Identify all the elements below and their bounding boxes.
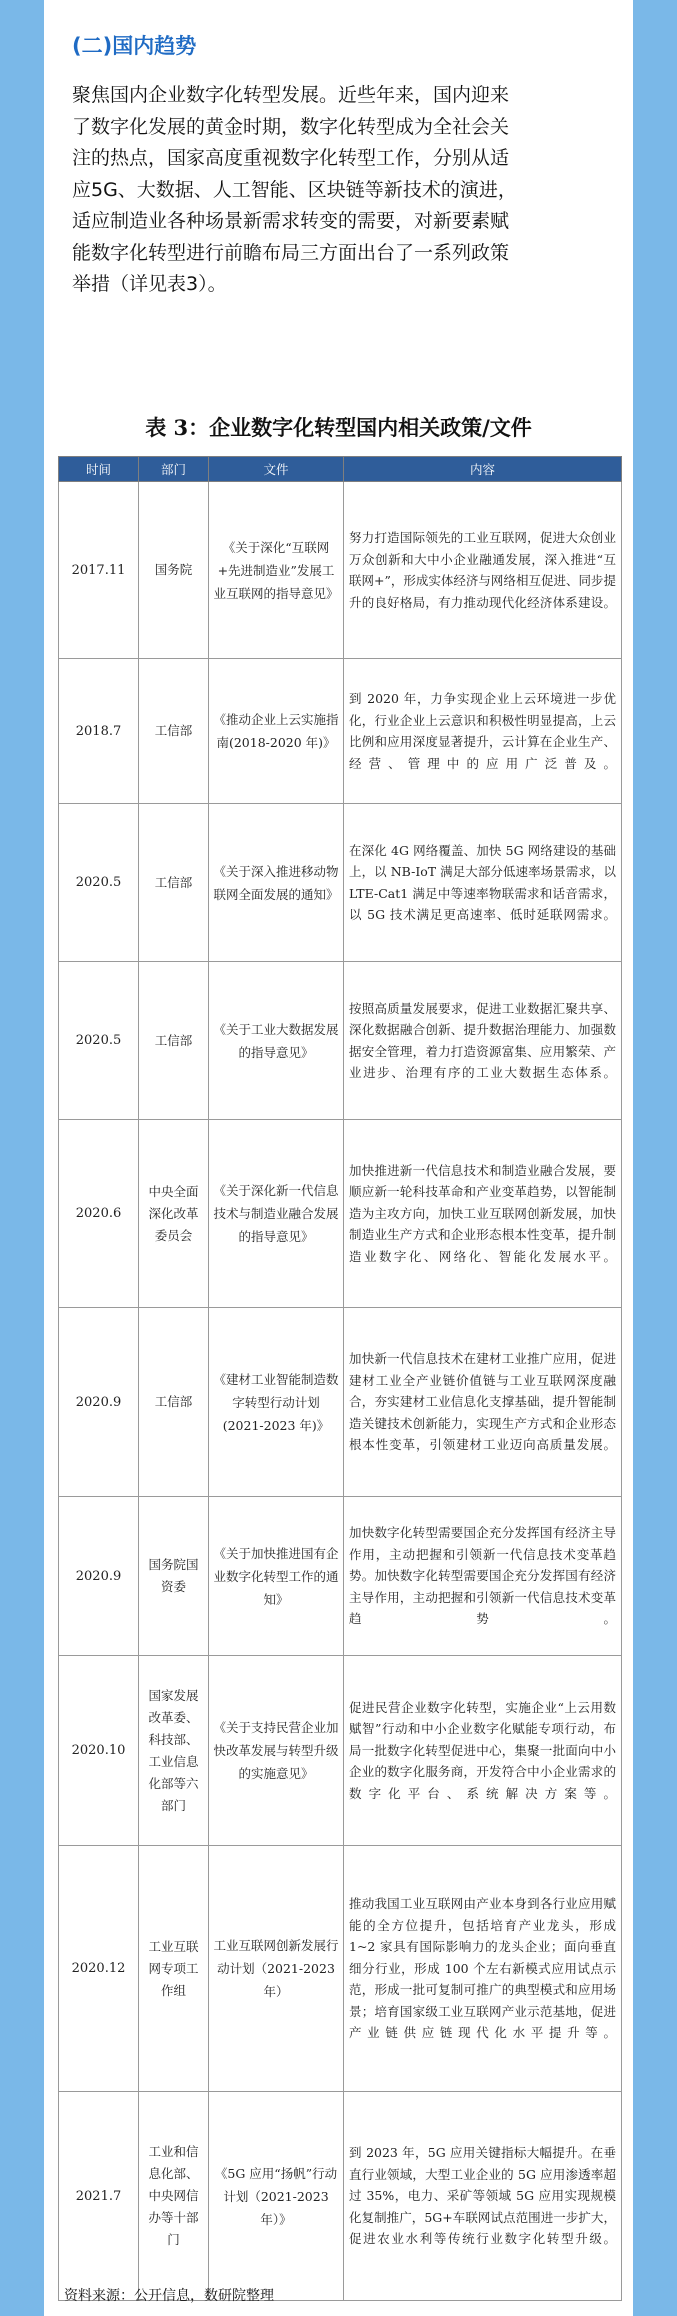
cell-dept: 工业互联网专项工作组 xyxy=(139,1846,209,2092)
cell-content: 加快新一代信息技术在建材工业推广应用，促进建材工业全产业链价值链与工业互联网深度融合，夯实建材工业信息化支撑基础，提升智能制造关键技术创新能力，实现生产方式和企业形态根本性变革，引领建材工业迈向高质量发展。 xyxy=(344,1308,622,1497)
table-row xyxy=(59,1656,622,1846)
cell-dept: 国务院 xyxy=(139,482,209,659)
section-title: (二)国内趋势 xyxy=(72,34,197,58)
cell-content: 到 2023 年，5G 应用关键指标大幅提升。在垂直行业领域，大型工业企业的 5G 应用渗透率超过 35%，电力、采矿等领域 5G 应用实现规模化复制推广，5G+车联网试点范围进一步扩大，促进农业水利等传统行业数字化转型升级。 xyxy=(344,2092,622,2301)
cell-dept: 工信部 xyxy=(139,804,209,962)
cell-time: 2020.10 xyxy=(59,1656,139,1846)
cell-doc: 《关于加快推进国有企业数字化转型工作的通知》 xyxy=(209,1497,344,1656)
cell-content: 加快数字化转型需要国企充分发挥国有经济主导作用，主动把握和引领新一代信息技术变革趋势。加快数字化转型需要国企充分发挥国有经济主导作用，主动把握和引领新一代信息技术变革趋势。 xyxy=(344,1497,622,1656)
cell-doc: 《关于深入推进移动物联网全面发展的通知》 xyxy=(209,804,344,962)
table-row xyxy=(59,659,622,804)
cell-doc: 《5G 应用“扬帆”行动计划（2021-2023 年）》 xyxy=(209,2092,344,2301)
cell-time: 2020.9 xyxy=(59,1497,139,1656)
intro-line: 应5G、大数据、人工智能、区块链等新技术的演进， xyxy=(72,178,517,201)
header-time: 时间 xyxy=(59,457,139,482)
intro-line: 举措（详见表3）。 xyxy=(72,273,227,295)
article-card xyxy=(44,0,633,2316)
intro-line: 注的热点，国家高度重视数字化转型工作，分别从适 xyxy=(72,147,510,169)
table-row xyxy=(59,804,622,962)
cell-content: 推动我国工业互联网由产业本身到各行业应用赋能的全方位提升，包括培育产业龙头，形成 1~2 家具有国际影响力的龙头企业；面向垂直细分行业，形成 100 个左右新模式应用试点示范，形成一批可复制可推广的典型模式和应用场景；培育国家级工业互联网产业示范基地，促进产业链供应链现代化水平提升等。 xyxy=(344,1846,622,2092)
policy-table xyxy=(58,456,622,2301)
cell-doc: 《推动企业上云实施指南(2018-2020 年)》 xyxy=(209,659,344,804)
cell-time: 2020.12 xyxy=(59,1846,139,2092)
cell-time: 2020.5 xyxy=(59,962,139,1120)
cell-dept: 工业和信息化部、中央网信办等十部门 xyxy=(139,2092,209,2301)
table-row xyxy=(59,2092,622,2301)
cell-time: 2018.7 xyxy=(59,659,139,804)
table-row xyxy=(59,1308,622,1497)
cell-dept: 国务院国资委 xyxy=(139,1497,209,1656)
intro-line: 适应制造业各种场景新需求转变的需要，对新要素赋 xyxy=(72,210,510,232)
cell-doc: 工业互联网创新发展行动计划（2021-2023 年） xyxy=(209,1846,344,2092)
cell-dept: 国家发展改革委、科技部、工业信息化部等六部门 xyxy=(139,1656,209,1846)
table-header-row xyxy=(59,457,622,482)
cell-dept: 工信部 xyxy=(139,659,209,804)
cell-doc: 《关于深化新一代信息技术与制造业融合发展的指导意见》 xyxy=(209,1120,344,1308)
intro-paragraph xyxy=(72,80,627,301)
cell-time: 2020.5 xyxy=(59,804,139,962)
cell-doc: 《关于工业大数据发展的指导意见》 xyxy=(209,962,344,1120)
cell-doc: 《关于深化“互联网+先进制造业”发展工业互联网的指导意见》 xyxy=(209,482,344,659)
cell-content: 到 2020 年，力争实现企业上云环境进一步优化，行业企业上云意识和积极性明显提高，上云比例和应用深度显著提升，云计算在企业生产、经营、管理中的应用广泛普及。 xyxy=(344,659,622,804)
cell-time: 2017.11 xyxy=(59,482,139,659)
cell-time: 2020.9 xyxy=(59,1308,139,1497)
cell-content: 促进民营企业数字化转型，实施企业“上云用数赋智”行动和中小企业数字化赋能专项行动，布局一批数字化转型促进中心，集聚一批面向中小企业的数字化服务商，开发符合中小企业需求的数字化平台、系统解决方案等。 xyxy=(344,1656,622,1846)
table-row xyxy=(59,1846,622,2092)
cell-doc: 《建材工业智能制造数字转型行动计划(2021-2023 年)》 xyxy=(209,1308,344,1497)
cell-time: 2021.7 xyxy=(59,2092,139,2301)
intro-line: 能数字化转型进行前瞻布局三方面出台了一系列政策 xyxy=(72,241,510,264)
cell-content: 按照高质量发展要求，促进工业数据汇聚共享、深化数据融合创新、提升数据治理能力、加强数据安全管理，着力打造资源富集、应用繁荣、产业进步、治理有序的工业大数据生态体系。 xyxy=(344,962,622,1120)
header-dept: 部门 xyxy=(139,457,209,482)
header-content: 内容 xyxy=(344,457,622,482)
cell-content: 加快推进新一代信息技术和制造业融合发展，要顺应新一轮科技革命和产业变革趋势，以智能制造为主攻方向，加快工业互联网创新发展，加快制造业生产方式和企业形态根本性变革，提升制造业数字化、网络化、智能化发展水平。 xyxy=(344,1120,622,1308)
cell-dept: 中央全面深化改革委员会 xyxy=(139,1120,209,1308)
table-row xyxy=(59,1120,622,1308)
table-row xyxy=(59,482,622,659)
cell-content: 在深化 4G 网络覆盖、加快 5G 网络建设的基础上，以 NB-IoT 满足大部分低速率场景需求，以 LTE-Cat1 满足中等速率物联需求和话音需求，以 5G 技术满足更高速率、低时延联网需求。 xyxy=(344,804,622,962)
cell-dept: 工信部 xyxy=(139,962,209,1120)
table-row xyxy=(59,1497,622,1656)
intro-line: 了数字化发展的黄金时期，数字化转型成为全社会关 xyxy=(72,115,510,138)
header-doc: 文件 xyxy=(209,457,344,482)
table-row xyxy=(59,962,622,1120)
cell-dept: 工信部 xyxy=(139,1308,209,1497)
intro-line: 聚焦国内企业数字化转型发展。近些年来，国内迎来 xyxy=(72,84,510,106)
source-note: 资料来源：公开信息，数研院整理 xyxy=(64,2288,274,2304)
cell-time: 2020.6 xyxy=(59,1120,139,1308)
table-title: 表 3：企业数字化转型国内相关政策/文件 xyxy=(145,415,532,440)
cell-content: 努力打造国际领先的工业互联网，促进大众创业万众创新和大中小企业融通发展，深入推进“互联网+”，形成实体经济与网络相互促进、同步提升的良好格局，有力推动现代化经济体系建设。 xyxy=(344,482,622,659)
cell-doc: 《关于支持民营企业加快改革发展与转型升级的实施意见》 xyxy=(209,1656,344,1846)
